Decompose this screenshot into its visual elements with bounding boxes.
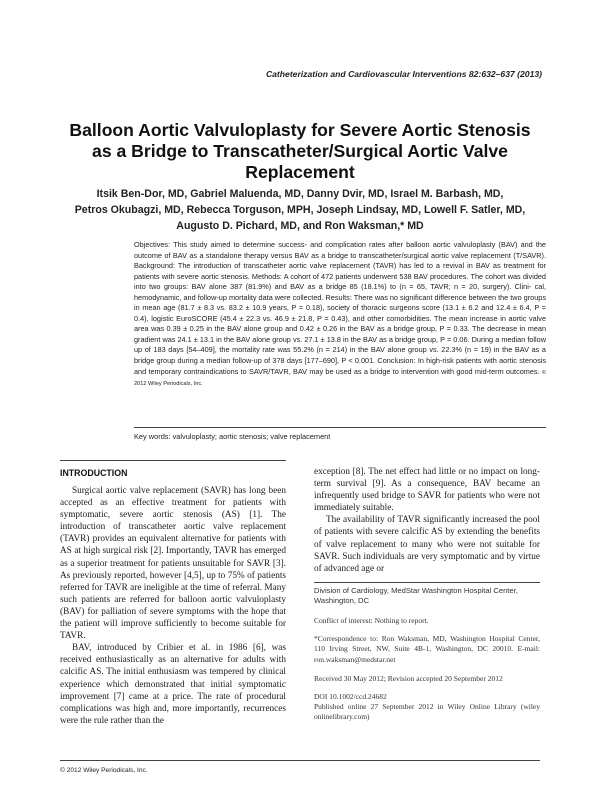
footnote-rule	[314, 582, 540, 583]
abstract-line: Objectives: This study aimed to determine success- and complication rates after balloon	[134, 240, 433, 249]
title-line: as a Bridge to Transcatheter/Surgical Aortic Valve	[92, 141, 508, 161]
abstract-line: significant difference between the two groups in mean age (81.7 ± 8.3 vs. 83.2 ± 10.9	[134, 292, 546, 313]
abstract-line: years, P = 0.18), society of thoracic surgeons score (13.1 ± 6.2 and 12.4 ± 6.4, P = 0.4),	[134, 303, 546, 323]
abstract-line: patients underwent 538 BAV procedures. The cohort was divided into two groups: BAV	[134, 271, 546, 292]
footer-rule	[60, 760, 540, 761]
doi-note: DOI 10.1002/ccd.24682	[314, 692, 387, 701]
correspondence-note: *Correspondence to: Ron Waksman, MD, Washington Hospital Center, 110 Irving Street, NW, Suite 4B-1, Washington, DC 20010. E-mail: ron.waksman@medstar.net	[314, 634, 540, 664]
title-line: Replacement	[245, 162, 355, 182]
author-line: Augusto D. Pichard, MD, and Ron Waksman,* MD	[176, 219, 424, 232]
article-title	[40, 120, 560, 183]
abstract-line: BAV as treatment for patients with severe aortic stenosis. Methods: A cohort of 472	[134, 261, 546, 281]
journal-header: Catheterization and Cardiovascular Interventions 82:632–637 (2013)	[265, 69, 542, 79]
body-paragraph: BAV, introduced by Cribier et al. in 1986 [6], was received enthusiastically as an alternative for adults with calcific AS. The initial enthusiasm was tempered by clinical experience which demonstrated that initial symptomatic improvement [7] came at a price. The rate of procedural complications was high and, more importantly, recurrences were the rule rather than the	[60, 643, 286, 726]
abstract-line: The introduction of transcatheter aortic valve replacement (TAVR) has led to a revival in	[177, 261, 476, 271]
keywords: Key words: valvuloplasty; aortic stenosis; valve replacement	[134, 432, 331, 441]
abstract-line: 13.1 in the BAV alone group vs. 27.1 ± 13.8 in the BAV as a bridge group, P = 0.06. During	[199, 334, 496, 344]
body-paragraph: Surgical aortic valve replacement (SAVR) has long been accepted as an effective treatment for patients with symptomatic, severe aortic stenosis (AS) [1]. The introduction of transcatheter aortic valve replacement (TAVR) provides an equivalent alternative for patients with AS at high surgical risk [2]. Importantly, TAVR has emerged as a superior treatment for patients unsuitable for SAVR [3]. As previously reported, however [4,5], up to 75% of patients referred for TAVR are ineligible at the time of referral. Many such patients are referred for balloon aortic valvuloplasty (BAV) for palliation of severe symptoms with the hope that the patient will improve sufficiently to become suitable for TAVR.	[60, 486, 286, 642]
abstract-divider	[134, 427, 546, 428]
title-line: Balloon Aortic Valvuloplasty for Severe Aortic Stenosis	[69, 120, 531, 140]
abstract-line: a median follow up of 183 days [54–409], the mortality rate was 55.2% (n = 214) in the	[134, 334, 547, 355]
page-copyright: © 2012 Wiley Periodicals, Inc.	[60, 767, 148, 774]
abstract-line: mean increase in aortic valve area was 0.39 ± 0.25 in the BAV alone group and 0.42 ±	[134, 313, 547, 334]
abstract-line: to intervention with good mid-term outcomes.	[392, 366, 542, 376]
body-paragraph: The availability of TAVR significantly increased the pool of patients with severe calcific AS by extending the benefits of valve replacement to many who were not suitable for SAVR. Such individuals are very symptomatic and by virtue of advanced age or	[314, 515, 540, 574]
abstract-copyright: © 2012 Wiley Periodicals, Inc.	[134, 369, 546, 388]
conflict-note: Conflict of interest: Nothing to report.	[314, 616, 429, 625]
abstract-line: follow-up of 378 days [177–690], P < 0.001. Conclusion: In high-risk patients with aortic	[232, 356, 520, 366]
abstract-line: as a bridge to transcatheter/surgical aortic valve replacement (T/SAVR). Background:	[134, 250, 546, 271]
body-paragraph: exception [8]. The net effect had little or no impact on long-term survival [9]. As a consequence, BAV became an infrequently used bridge to SAVR for patients who were not immediately suitable.	[314, 467, 540, 514]
abstract-line: cal, hemodynamic, and follow-up mortality data were collected. Results: There was no	[134, 282, 546, 302]
abstract-line: BAV alone group vs. 22.3% (n = 19) in the BAV as a bridge group during a median	[134, 345, 546, 366]
right-column	[314, 466, 540, 575]
section-rule	[60, 460, 286, 461]
abstract-line: alone 387 (81.9%) and BAV as a bridge 85 (18.1%) to (n = 65, TAVR; n = 20, surgery). Clini-	[208, 282, 535, 292]
affiliation-note: Division of Cardiology, MedStar Washington Hospital Center, Washington, DC	[314, 586, 518, 606]
author-line: Itsik Ben-Dor, MD, Gabriel Maluenda, MD, Danny Dvir, MD, Israel M. Barbash, MD,	[96, 188, 504, 200]
author-line: Petros Okubagzi, MD, Rebecca Torguson, MPH, Joseph Lindsay, MD, Lowell F. Satler, MD,	[74, 203, 526, 216]
abstract-line: stenosis and temporary contraindications to SAVR/TAVR, BAV may be used as a bridge	[134, 356, 546, 376]
section-heading: INTRODUCTION	[60, 468, 128, 478]
abstract-line: aortic valvuloplasty (BAV) and the outcome of BAV as a standalone therapy versus BAV	[134, 240, 546, 260]
author-list	[48, 187, 552, 234]
published-note: Published online 27 September 2012 in Wiley Online Library (wiley onlinelibrary.com)	[314, 702, 540, 722]
abstract	[134, 240, 546, 390]
left-column	[60, 485, 286, 727]
abstract-line: 0.26 in the BAV as a bridge group, P = 0.33. The decrease in mean gradient was 24.1 ±	[134, 324, 547, 344]
abstract-line: logistic EuroSCORE (45.4 ± 22.3 vs. 46.9 ± 21.8, P = 0.43), and other comorbidities. The	[151, 313, 450, 323]
received-note: Received 30 May 2012; Revision accepted 20 September 2012	[314, 674, 503, 683]
